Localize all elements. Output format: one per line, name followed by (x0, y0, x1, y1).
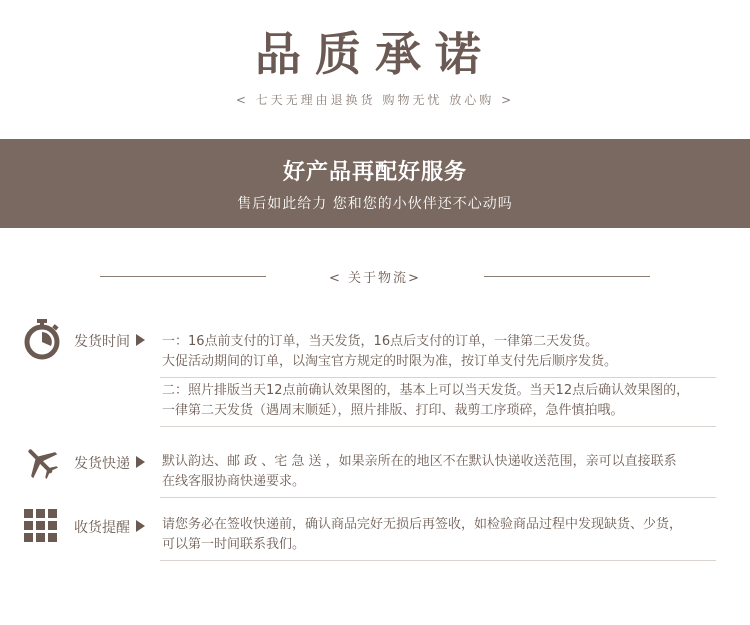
ship-time-line-4: 一律第二天发货（遇周末顺延），照片排版、打印、裁剪工序琐碎，急件慎拍哦。 (162, 403, 624, 418)
triangle-arrow-icon (136, 334, 145, 346)
section-heading-logistics: < 关于物流> (329, 271, 421, 286)
grid-icon (24, 509, 58, 547)
ship-time-line-2: 大促活动期间的订单，以淘宝官方规定的时限为准，按订单支付先后顺序发货。 (162, 354, 618, 369)
separator (160, 426, 716, 427)
stopwatch-icon (22, 318, 62, 364)
banner-subtitle: 售后如此给力 您和您的小伙伴还不心动吗 (237, 196, 513, 212)
row-label-ship-time: 发货时间 (74, 334, 130, 350)
triangle-arrow-icon (136, 520, 145, 532)
section-divider-right (484, 276, 650, 277)
page-title: 品质承诺 (255, 27, 495, 81)
row-label-receipt: 收货提醒 (74, 520, 130, 536)
separator (160, 560, 716, 561)
courier-line-1: 默认韵达、邮 政 、宅 急 送 ，如果亲所在的地区不在默认快递收送范围，亲可以直接联系 (162, 454, 677, 469)
airplane-icon (22, 443, 60, 485)
courier-line-2: 在线客服协商快递要求。 (162, 474, 306, 489)
ship-time-line-1: 一：16点前支付的订单，当天发货，16点后支付的订单，一律第二天发货。 (162, 334, 599, 349)
row-label-courier: 发货快递 (74, 456, 130, 472)
receipt-line-1: 请您务必在签收快递前，确认商品完好无损后再签收，如检验商品过程中发现缺货、少货， (162, 517, 683, 532)
receipt-line-2: 可以第一时间联系我们。 (162, 537, 306, 552)
separator (160, 497, 716, 498)
separator (160, 377, 716, 378)
banner-title: 好产品再配好服务 (282, 160, 467, 185)
triangle-arrow-icon (136, 456, 145, 468)
ship-time-line-3: 二：照片排版当天12点前确认效果图的，基本上可以当天发货。当天12点后确认效果图的， (162, 383, 690, 398)
promise-subtitle: < 七天无理由退换货 购物无忧 放心购 > (235, 93, 515, 107)
